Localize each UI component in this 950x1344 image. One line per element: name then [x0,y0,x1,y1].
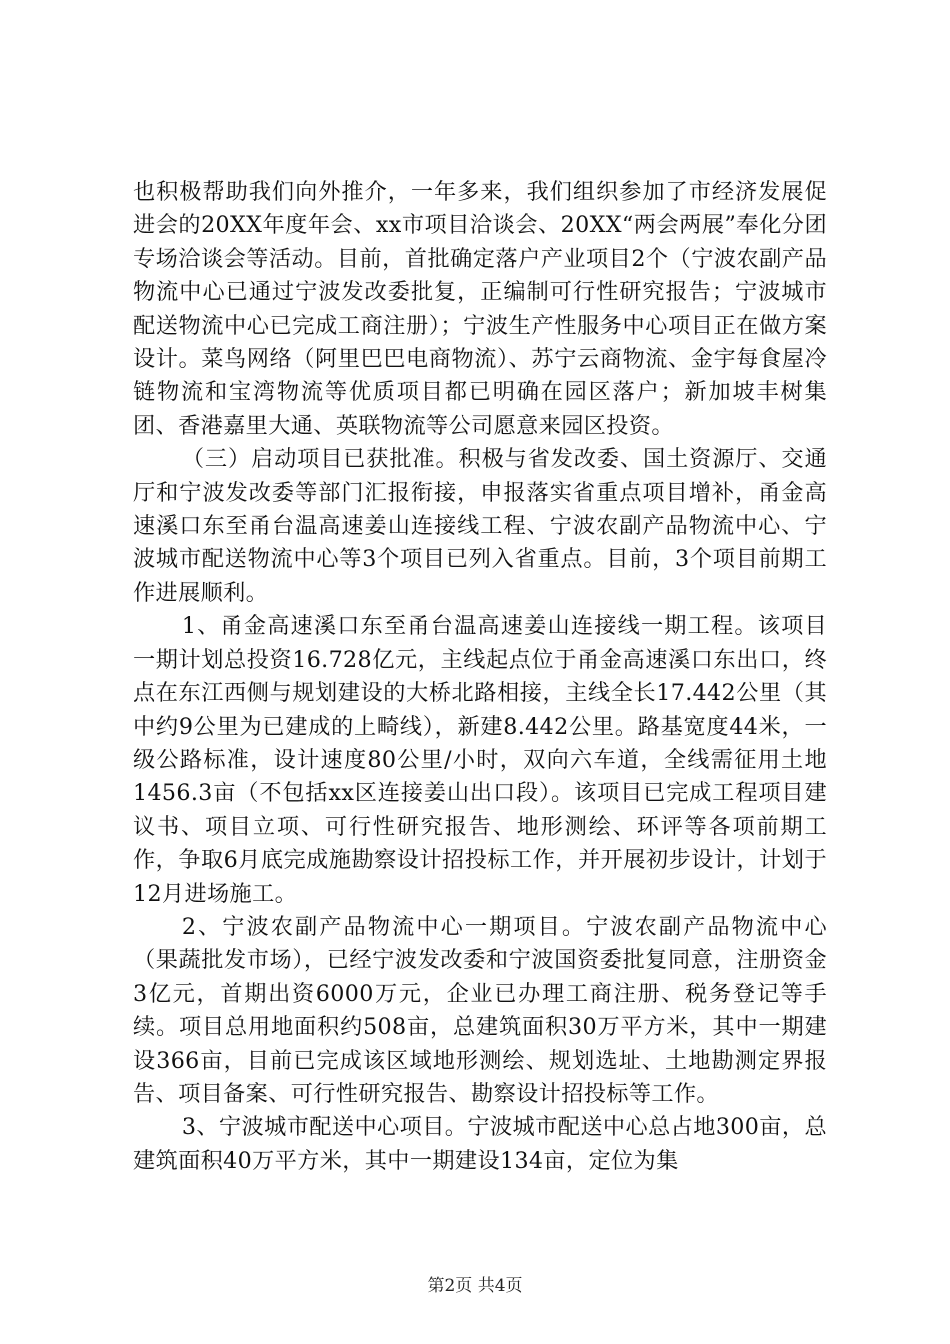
paragraph-item-three: 3、宁波城市配送中心项目。宁波城市配送中心总占地300亩，总建筑面积40万平方米，其中一期建设134亩，定位为集 [133,1114,827,1174]
paragraph-section-three: （三）启动项目已获批准。积极与省发改委、国土资源厅、交通厅和宁波发改委等部门汇报衔接，申报落实省重点项目增补，甬金高速溪口东至甬台温高速姜山连接线工程、宁波农副产品物流中心、宁波城市配送物流中心等3个项目已列入省重点。目前，3个项目前期工作进展顺利。 [133,446,827,606]
paragraph-item-two: 2、宁波农副产品物流中心一期项目。宁波农副产品物流中心（果蔬批发市场），已经宁波发改委和宁波国资委批复同意，注册资金3亿元，首期出资6000万元，企业已办理工商注册、税务登记等手续。项目总用地面积约508亩，总建筑面积30万平方米，其中一期建设366亩，目前已完成该区域地形测绘、规划选址、土地勘测定界报告、项目备案、可行性研究报告、勘察设计招投标等工作。 [133,913,827,1107]
document-body [133,176,827,1178]
page-footer: 第2页 共4页 [427,1276,523,1296]
paragraph-continuation: 也积极帮助我们向外推介，一年多来，我们组织参加了市经济发展促进会的20XX年度年会、xx市项目洽谈会、20XX“两会两展”奉化分团专场洽谈会等活动。目前，首批确定落户产业项目2个（宁波农副产品物流中心已通过宁波发改委批复，正编制可行性研究报告；宁波城市配送物流中心已完成工商注册）；宁波生产性服务中心项目正在做方案设计。菜鸟网络（阿里巴巴电商物流）、苏宁云商物流、金宇每食屋冷链物流和宝湾物流等优质项目都已明确在园区落户；新加坡丰树集团、香港嘉里大通、英联物流等公司愿意来园区投资。 [133,179,827,439]
paragraph-item-one: 1、甬金高速溪口东至甬台温高速姜山连接线一期工程。该项目一期计划总投资16.728亿元，主线起点位于甬金高速溪口东出口，终点在东江西侧与规划建设的大桥北路相接，主线全长17.442公里（其中约9公里为已建成的上畸线），新建8.442公里。路基宽度44米，一级公路标准，设计速度80公里/小时，双向六车道，全线需征用土地1456.3亩（不包括xx区连接姜山出口段）。该项目已完成工程项目建议书、项目立项、可行性研究报告、地形测绘、环评等各项前期工作，争取6月底完成施勘察设计招投标工作，并开展初步设计，计划于12月进场施工。 [133,613,827,907]
